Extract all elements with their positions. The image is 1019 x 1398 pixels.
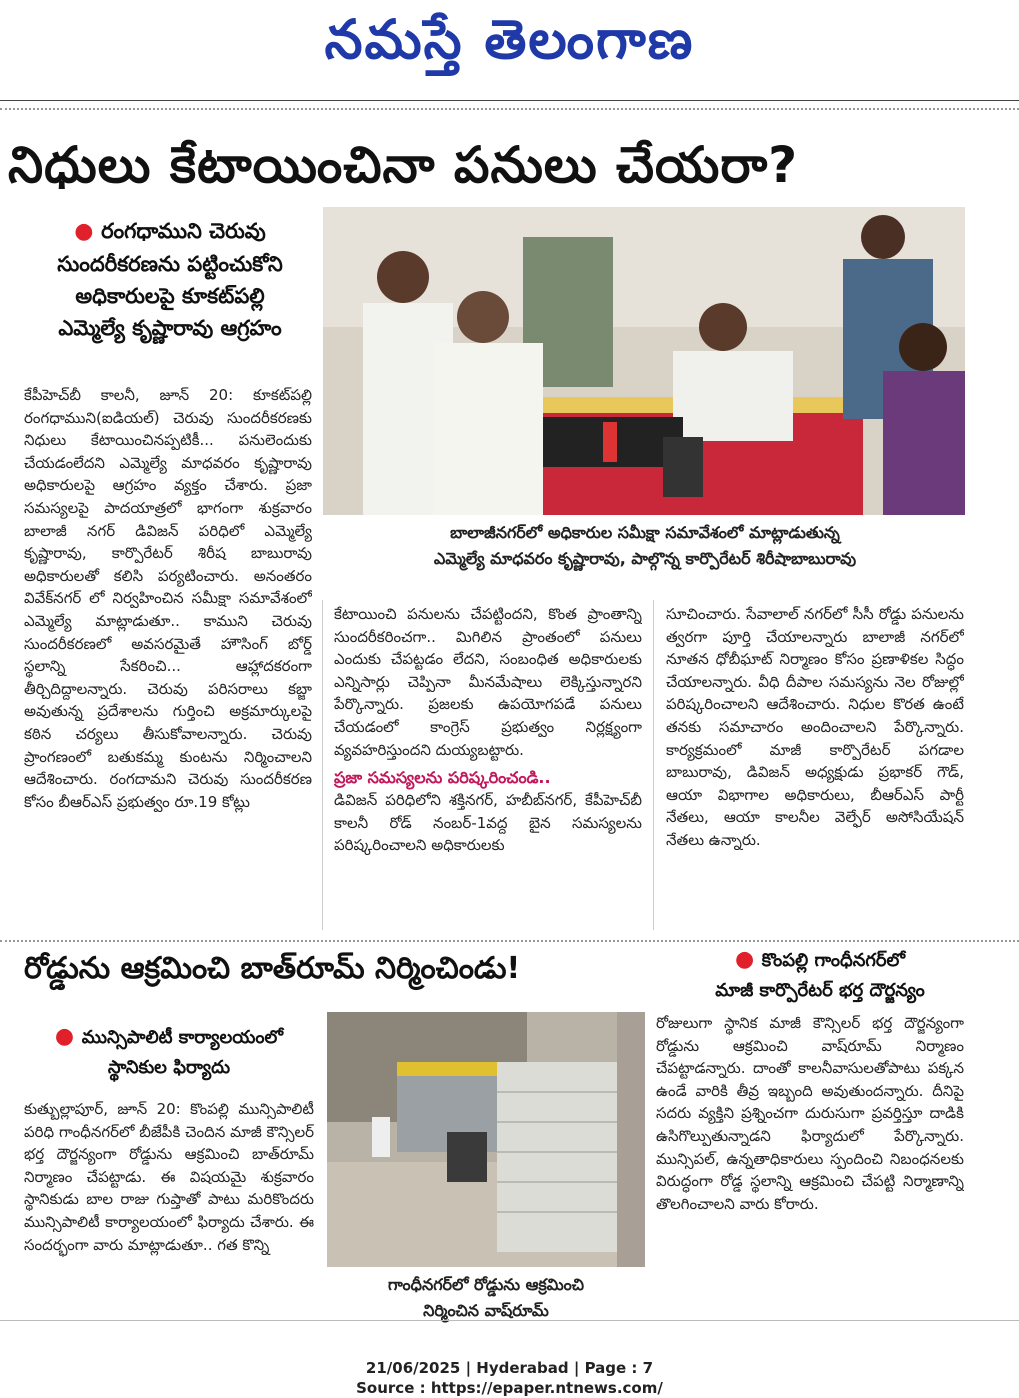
story-separator	[0, 940, 1019, 942]
footer	[0, 1358, 1019, 1398]
story2-caption-line-1: గాంధీనగర్‌లో రోడ్డును ఆక్రమించి	[388, 1275, 584, 1294]
story2-deck-line-1: ● మున్సిపాలిటీ కార్యాలయంలో	[54, 1024, 284, 1049]
story2-caption	[327, 1272, 645, 1324]
story1-photo	[323, 207, 965, 515]
story1-deck-line-2: సుందరీకరణను పట్టించుకోని	[57, 252, 283, 276]
story2-deck	[24, 1022, 314, 1083]
story1-column-1: కేపీహెచ్‌బీ కాలనీ, జూన్ 20: కూకట్‌పల్లి రంగధాముని(ఐడియల్) చెరువు సుందరీకరణకు నిధులు కేటాయించినప్పటికీ... పనులెందుకు చేయడంలేదని ఎమ్మెల్యే మాధవరం కృష్ణారావు అధికారులపై ఆగ్రహం వ్యక్తం చేశారు. ప్రజా సమస్యలపై పాదయాత్రలో భాగంగా శుక్రవారం బాలాజీ నగర్ డివిజన్ పరిధిలో ఎమ్మెల్యే కృష్ణారావు, కార్పొరేటర్ శిరీష బాబురావు అధికారులతో కలిసి పర్యటించారు. అనంతరం వివేక్‌నగర్ లో నిర్వహించిన సమీక్షా సమావేశంలో ఎమ్మెల్యే మాట్లాడుతూ.. కాముని చెరువు సుందరీకరణలో అవసరమైతే హౌసింగ్ బోర్డ్ స్థలాన్ని సేకరించి... ఆహ్లాదకరంగా తీర్చిదిద్దాలన్నారు. చెరువు పరిసరాలు కబ్జా అవుతున్న ప్రదేశాలను గుర్తించి అక్రమార్కులపై కఠిన చర్యలు తీసుకోవాలన్నారు. చెరువు ప్రాంగణంలో బతుకమ్మ కుంటను నిర్మించాలని ఆదేశించారు. రంగదామని చెరువు సుందరీకరణ కోసం బీఆర్ఎస్ ప్రభుత్వం రూ.19 కోట్లు	[24, 386, 312, 811]
story1-deck-line-1: ● రంగధాముని చెరువు	[74, 219, 266, 244]
story2-deck-line-2: స్థానికుల ఫిర్యాదు	[107, 1057, 231, 1078]
story2-side-deck-line-2: మాజీ కార్పొరేటర్ భర్త దౌర్జన్యం	[715, 980, 925, 1001]
story1-deck-line-3: అధికారులపై కూకట్‌పల్లి	[75, 284, 265, 308]
bullet-icon: ●	[734, 947, 762, 972]
story1-column-2: కేటాయించి పనులను చేపట్టిందని, కొంత ప్రాంతాన్ని సుందరీకరించగా.. మిగిలిన ప్రాంతంలో పనులు ఎందుకు చేపట్టడం లేదని, సంబంధిత అధికారులకు ఎన్నిసార్లు చెప్పినా మీనమేషాలు లెక్కిస్తున్నారని పేర్కొన్నారు. ప్రజలకు ఉపయోగపడే పనులు చేయడంలో కాంగ్రెస్ ప్రభుత్వం నిర్లక్ష్యంగా వ్యవహరిస్తుందని దుయ్యబట్టారు. ప్రజా సమస్యలను పరిష్కరించండి.. డివిజన్ పరిధిలోని శక్తినగర్, హబీబ్‌నగర్, కేపీహెచ్‌బీ కాలనీ రోడ్ నంబర్-1వద్ద బైన సమస్యలను పరిష్కరించాలని అధికారులకు	[334, 605, 642, 855]
story2-side-deck-line-1: ● కొంపల్లి గాంధీనగర్‌లో	[734, 947, 906, 972]
meeting-photo-image	[323, 207, 965, 515]
masthead-rule	[0, 100, 1019, 101]
masthead-dotted-rule	[0, 108, 1019, 110]
bullet-icon: ●	[54, 1024, 82, 1049]
story2-caption-line-2: నిర్మించిన వాష్‌రూమ్	[423, 1301, 549, 1320]
story2-column-1: కుత్బుల్లాపూర్, జూన్ 20: కొంపల్లి మున్సిపాలిటీ పరిధి గాంధీనగర్‌లో బీజేపీకి చెందిన మాజీ కౌన్సిలర్ భర్త దౌర్జన్యంగా రోడ్డును ఆక్రమించి బాత్‌రూమ్ నిర్మాణం చేపట్టాడు. ఈ విషయమై శుక్రవారం స్థానికుడు బాల రాజు గుప్తాతో పాటు మరికొందరు మున్సిపాలిటీ కార్యాలయంలో ఫిర్యాదు చేశారు. ఈ సందర్భంగా వారు మాట్లాడుతూ.. గత కొన్ని	[24, 1100, 314, 1254]
story1-subheading: ప్రజా సమస్యలను పరిష్కరించండి..	[334, 768, 551, 788]
footer-rule	[0, 1320, 1019, 1321]
story1-column-3: సూచించారు. సేవాలాల్ నగర్‌లో సీసీ రోడ్డు పనులను త్వరగా పూర్తి చేయాలన్నారు బాలాజీ నగర్‌లో నూతన ధోబీఘాట్ నిర్మాణం కోసం ప్రణాళికల సిద్ధం చేయాలన్నారు. వీధి దీపాల సమస్యను నెల రోజుల్లో పరిష్కరించాలని ఆదేశించారు. నిధుల కొరత ఉంటే తనకు సమాచారం అందించాలని పేర్కొన్నారు. కార్యక్రమంలో మాజీ కార్పొరేటర్ పగడాల బాబురావు, డివిజన్ అధ్యక్షుడు ప్రభాకర్ గౌడ్, ఆయా విభాగాల అధికారులు, బీఆర్ఎస్ పార్టీ నేతలు, ఆయా కాలనీల వెల్ఫేర్ అసోసియేషన్ నేతలు ఉన్నారు.	[666, 605, 964, 849]
story1-headline: నిధులు కేటాయించినా పనులు చేయరా?	[8, 136, 799, 194]
story2-side-deck	[660, 945, 980, 1006]
masthead	[0, 0, 1019, 78]
bullet-icon: ●	[74, 219, 102, 244]
masthead-title: నమస్తే తెలంగాణ	[324, 7, 695, 71]
story1-deck	[20, 215, 320, 344]
story2-column-3: రోజులుగా స్థానిక మాజీ కౌన్సిలర్ భర్త దౌర్జన్యంగా రోడ్డును ఆక్రమించి వాష్‌రూమ్ నిర్మాణం చేపట్టాడన్నారు. దాంతో కాలనీవాసులతోపాటు పక్కన ఉండే వారికి తీవ్ర ఇబ్బంది అవుతుందన్నారు. దీనిపై సదరు వ్యక్తిని ప్రశ్నించగా దురుసుగా ప్రవర్తిస్తూ దాడికి ఉసిగొల్పుతున్నాడని ఫిర్యాదులో పేర్కొన్నారు. మున్సిపల్, ఉన్నతాధికారులు స్పందించి నిబంధనలకు విరుద్ధంగా రోడ్డ స్థలాన్ని ఆక్రమించి చేపట్టి నిర్మాణాన్ని తొలగించాలని వారు కోరారు.	[656, 1014, 964, 1213]
story1-caption-line-1: బాలాజీనగర్‌లో అధికారుల సమీక్షా సమావేశంలో మాట్లాడుతున్న	[450, 523, 840, 542]
washroom-photo-image	[327, 1012, 645, 1267]
footer-source-line: Source : https://epaper.ntnews.com/	[356, 1379, 663, 1397]
column-divider	[653, 600, 654, 930]
story1-caption	[325, 520, 965, 572]
footer-date-line: 21/06/2025 | Hyderabad | Page : 7	[365, 1359, 654, 1377]
story1-caption-line-2: ఎమ్మెల్యే మాధవరం కృష్ణారావు, పాల్గొన్న కార్పొరేటర్ శిరీషాబాబురావు	[433, 549, 857, 568]
story1-deck-line-4: ఎమ్మెల్యే కృష్ణారావు ఆగ్రహం	[58, 316, 282, 340]
story2-photo	[327, 1012, 645, 1267]
story2-headline: రోడ్డును ఆక్రమించి బాత్‌రూమ్ నిర్మించిండు!	[24, 951, 521, 986]
column-divider	[322, 600, 323, 930]
